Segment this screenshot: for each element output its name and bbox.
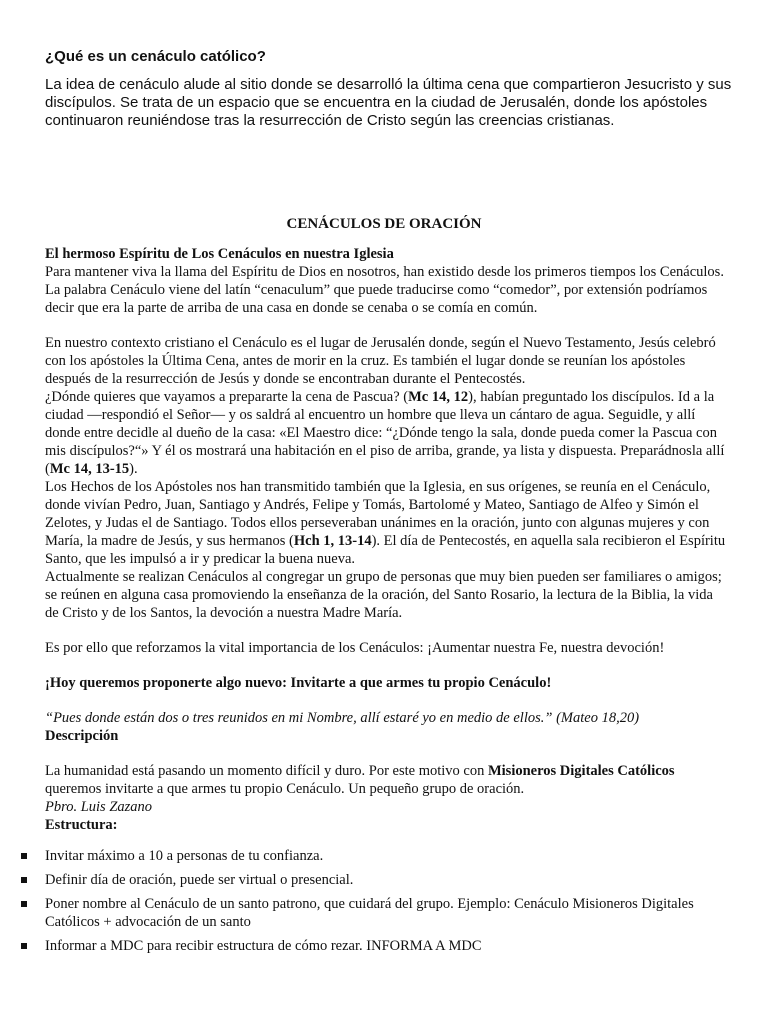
list-item <box>45 937 730 955</box>
paragraph-actualmente: Actualmente se realizan Cenáculos al congregar un grupo de personas que muy bien pueden ser familiares o amigos; se reúnen en alguna casa promoviendo la enseñanza de la oración, del Santo Rosario, la lectura de la Biblia, la vida de Cristo y de los Santos, la devoción a nuestra Madre María. <box>45 569 722 621</box>
list-item-text: Informar a MDC para recibir estructura de cómo rezar. INFORMA A MDC <box>45 938 482 954</box>
paragraph-hechos <box>45 478 730 568</box>
list-item-text: Invitar máximo a 10 a personas de tu confianza. <box>45 848 324 864</box>
bible-reference: Mc 14, 13-15 <box>49 461 130 477</box>
text-run: La humanidad está pasando un momento difícil y duro. Por este motivo con <box>45 763 488 779</box>
list-item-text: Poner nombre al Cenáculo de un santo patrono, que cuidará del grupo. Ejemplo: Cenáculo Misioneros Digitales Católicos + advocación de un santo <box>45 896 694 930</box>
text-run: ). <box>129 461 138 477</box>
page-title: CENÁCULOS DE ORACIÓN <box>286 216 482 232</box>
bullet-icon <box>21 901 27 907</box>
text-run: queremos invitarte a que armes tu propio Cenáculo. Un pequeño grupo de oración. <box>45 781 525 797</box>
text-run: ¿Dónde quieres que vayamos a prepararte la cena de Pascua? ( <box>45 389 409 405</box>
paragraph-cenaculo-origin: Para mantener viva la llama del Espíritu de Dios en nosotros, han existido desde los primeros tiempos los Cenáculos. La palabra Cenáculo viene del latín “cenaculum” que puede traducirse como “comedor”, por extensión podríamos decir que era la parte de arriba de una casa en donde se cenaba o se comía en común. <box>45 264 724 316</box>
bible-reference: Hch 1, 13-14 <box>293 533 372 549</box>
descripcion-heading: Descripción <box>45 728 119 744</box>
estructura-heading: Estructura: <box>45 817 118 833</box>
scripture-quote: “Pues donde están dos o tres reunidos en mi Nombre, allí estaré yo en medio de ellos.” (Mateo 18,20) <box>45 710 640 726</box>
list-item-text: Definir día de oración, puede ser virtual o presencial. <box>45 872 354 888</box>
bullet-icon <box>21 853 27 859</box>
list-item <box>45 895 730 931</box>
list-item <box>45 871 730 889</box>
paragraph-cenaculo-context: En nuestro contexto cristiano el Cenáculo es el lugar de Jerusalén donde, según el Nuevo Testamento, Jesús celebró con los apóstoles la Última Cena, antes de morir en la cruz. Es también el lugar donde se reunían los apóstoles después de la resurrección de Jesús y donde se encontraban durante el Pentecostés. <box>45 335 716 387</box>
intro-question: ¿Qué es un cenáculo católico? <box>45 48 266 65</box>
bullet-icon <box>21 943 27 949</box>
bible-reference: Mc 14, 12 <box>408 389 469 405</box>
estructura-list <box>45 847 730 955</box>
text-run: Los Hechos de los Apóstoles nos han transmitido también que la Iglesia, en sus orígenes, se reunía en el Cenáculo, donde vivían Pedro, Juan, Santiago y Andrés, Felipe y Tomás, Bartolomé y Mateo, Santiago de Alfeo y Simón el Zelotes, y Judas el de Santiago. Todos ellos perseveraban unánimes en la oración, junto con algunas mujeres y con María, la madre de Jesús, y sus hermanos ( <box>45 479 711 549</box>
invite-heading: ¡Hoy queremos proponerte algo nuevo: Invitarte a que armes tu propio Cenáculo! <box>45 675 552 691</box>
section-heading: El hermoso Espíritu de Los Cenáculos en nuestra Iglesia <box>45 246 394 262</box>
signature: Pbro. Luis Zazano <box>45 799 153 815</box>
intro-paragraph: La idea de cenáculo alude al sitio donde se desarrolló la última cena que compartieron Jesucristo y sus discípulos. Se trata de un espacio que se encuentra en la ciudad de Jerusalén, donde los apóstoles continuaron reuniéndose tras la resurrección de Cristo según las creencias cristianas. <box>45 76 732 129</box>
descripcion-paragraph <box>45 762 730 798</box>
bullet-icon <box>21 877 27 883</box>
text-run: ). El día de Pentecostés, en aquella sala recibieron el Espíritu Santo, que les impulsó a ir y predicar la buena nueva. <box>45 533 726 567</box>
paragraph-importancia: Es por ello que reforzamos la vital importancia de los Cenáculos: ¡Aumentar nuestra Fe, nuestra devoción! <box>45 640 665 656</box>
list-item <box>45 847 730 865</box>
document-body <box>45 245 730 961</box>
text-run: ), habían preguntado los discípulos. Id a la ciudad —respondió el Señor— y os saldrá al encuentro un hombre que lleva un cántaro de agua. Seguidle, y allí donde entre decidle al dueño de la casa: «El Maestro dice: “¿Dónde tengo la sala, donde pueda comer la Pascua con mis discípulos?“» Y él os mostrará una habitación en el piso de arriba, grande, ya lista y dispuesta. Preparádnosla allí ( <box>45 389 725 477</box>
organization-name: Misioneros Digitales Católicos <box>487 763 675 779</box>
paragraph-pascua <box>45 388 730 478</box>
